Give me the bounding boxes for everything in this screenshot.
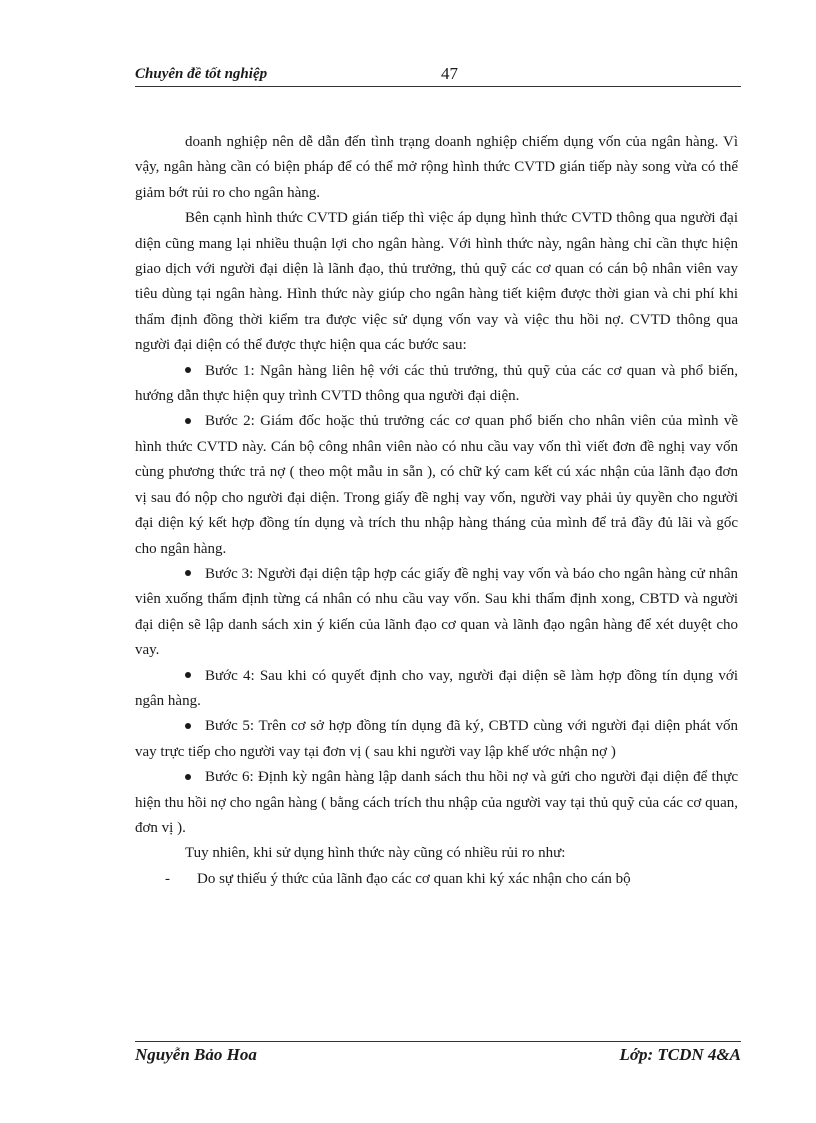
page-header (135, 64, 741, 87)
dash-mark: - (165, 870, 170, 887)
paragraph (135, 206, 738, 358)
paragraph-text: Bên cạnh hình thức CVTD gián tiếp thì việc áp dụng hình thức CVTD thông qua người đại diện cũng mang lại nhiều thuận lợi cho ngân hàng. Với hình thức này, ngân hàng chỉ cần thực hiện giao dịch với người đại diện là lãnh đạo, thủ trưởng, thủ quỹ các cơ quan có cán bộ nhân viên vay tiêu dùng tại ngân hàng. Hình thức này giúp cho ngân hàng tiết kiệm được thời gian và chi phí khi thẩm định đồng thời kiểm tra được việc sử dụng vốn vay và việc thu hồi nợ. CVTD thông qua người đại diện có thể được thực hiện qua các bước sau: (135, 210, 738, 354)
bullet-icon (185, 672, 191, 678)
paragraph (135, 841, 738, 866)
bullet-item (135, 409, 738, 561)
bullet-icon (185, 774, 191, 780)
body-content (135, 130, 738, 892)
bullet-icon (185, 418, 191, 424)
document-title: Chuyên đề tốt nghiệp (135, 66, 268, 82)
paragraph (135, 130, 738, 206)
bullet-text: Bước 6: Định kỳ ngân hàng lập danh sách thu hồi nợ và gửi cho người đại diện để thực hiện thu hồi nợ cho ngân hàng ( bằng cách trích thu nhập của người vay tại thủ quỹ của các cơ quan, đơn vị ). (135, 769, 738, 836)
bullet-icon (185, 570, 191, 576)
bullet-text: Bước 3: Người đại diện tập hợp các giấy đề nghị vay vốn và báo cho ngân hàng cử nhân viên xuống thẩm định từng cá nhân có nhu cầu vay vốn. Sau khi thẩm định xong, CBTD và người đại diện sẽ lập danh sách xin ý kiến của lãnh đạo cơ quan và lãnh đạo ngân hàng để xét duyệt cho vay. (135, 565, 738, 659)
bullet-icon (185, 367, 191, 373)
bullet-item (135, 664, 738, 715)
bullet-text: Bước 1: Ngân hàng liên hệ với các thủ trưởng, thủ quỹ của các cơ quan và phổ biến, hướng dẫn thực hiện quy trình CVTD thông qua người đại diện. (135, 362, 738, 405)
dash-item (135, 867, 738, 892)
bullet-item (135, 359, 738, 410)
dash-text: Do sự thiếu ý thức của lãnh đạo các cơ quan khi ký xác nhận cho cán bộ (197, 870, 631, 887)
class-label: Lớp: TCDN 4&A (619, 1045, 741, 1064)
bullet-text: Bước 2: Giám đốc hoặc thủ trưởng các cơ quan phổ biến cho nhân viên của mình về hình thức CVTD này. Cán bộ công nhân viên nào có nhu cầu vay vốn thì viết đơn đề nghị vay vốn cùng phương thức trả nợ ( theo một mẫu in sẵn ), có chữ ký cam kết cú xác nhận của lãnh đạo đơn vị sau đó nộp cho người đại diện. Trong giấy đề nghị vay vốn, người vay phải ủy quyền cho người đại diện ký kết hợp đồng tín dụng và trích thu nhập hàng tháng của mình để trả đầy đủ lãi và gốc cho ngân hàng. (135, 413, 738, 557)
bullet-icon (185, 723, 191, 729)
page-footer (135, 1041, 741, 1072)
paragraph-text: doanh nghiệp nên dễ dẫn đến tình trạng doanh nghiệp chiếm dụng vốn của ngân hàng. Vì vậy, ngân hàng cần có biện pháp để có thể mở rộng hình thức CVTD gián tiếp này song vừa có thể giảm bớt rủi ro cho ngân hàng. (135, 134, 738, 201)
bullet-text: Bước 5: Trên cơ sở hợp đồng tín dụng đã ký, CBTD cùng với người đại diện phát vốn vay trực tiếp cho người vay tại đơn vị ( sau khi người vay lập khế ước nhận nợ ) (135, 718, 738, 760)
bullet-item (135, 562, 738, 664)
bullet-text: Bước 4: Sau khi có quyết định cho vay, người đại diện sẽ làm hợp đồng tín dụng với ngân hàng. (135, 667, 738, 709)
page-number: 47 (441, 64, 458, 83)
author-name: Nguyễn Bảo Hoa (135, 1045, 257, 1064)
bullet-item (135, 714, 738, 765)
paragraph-text: Tuy nhiên, khi sử dụng hình thức này cũng có nhiều rủi ro như: (185, 845, 566, 862)
bullet-item (135, 765, 738, 841)
